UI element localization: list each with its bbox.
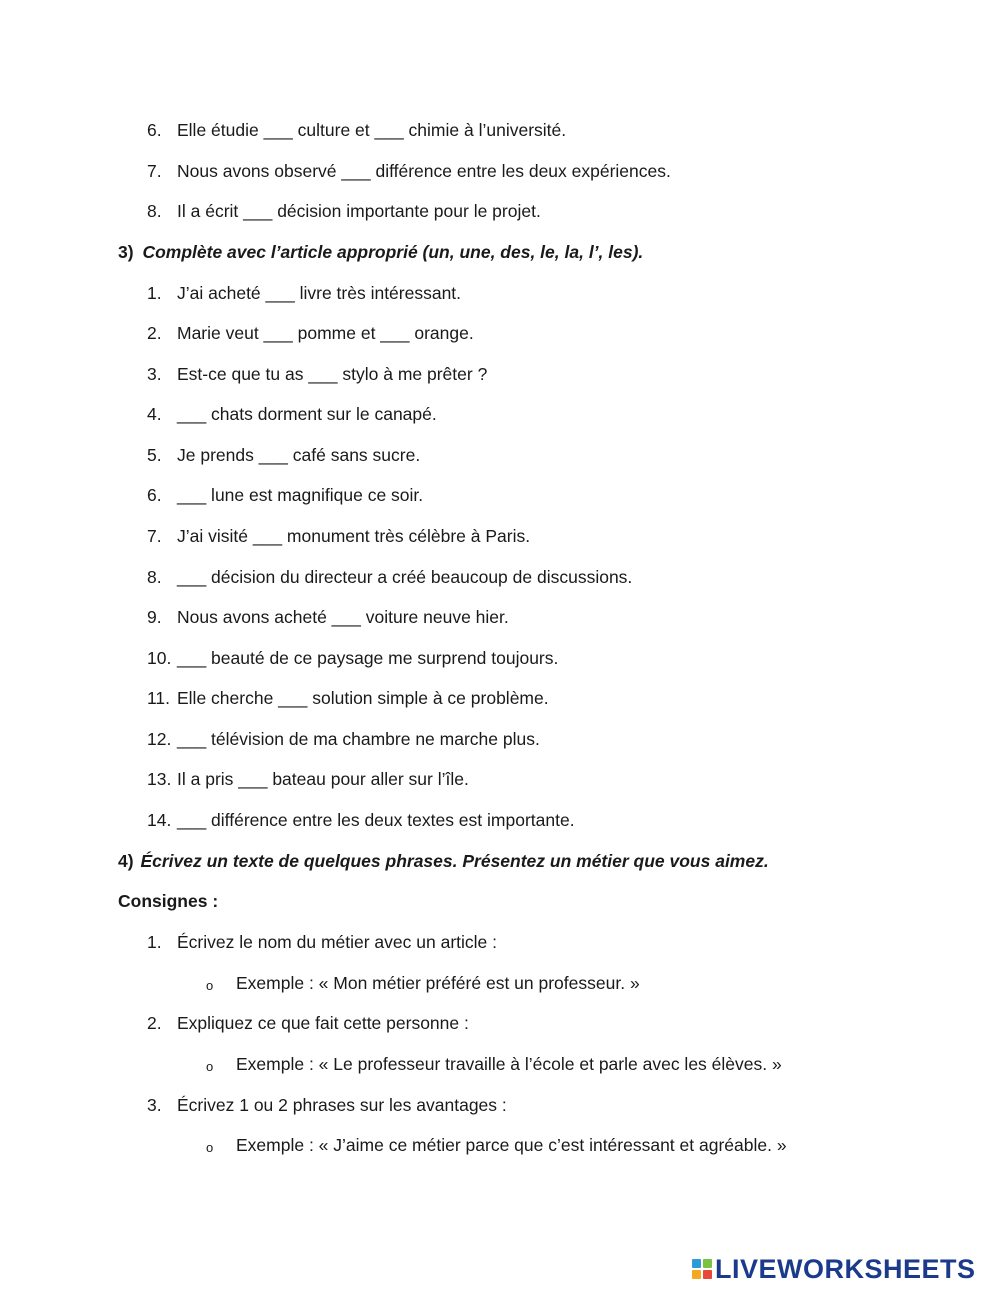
bullet-icon: o: [206, 1059, 214, 1074]
section-title: Écrivez un texte de quelques phrases. Présentez un métier que vous aimez.: [140, 851, 769, 871]
bullet-icon: o: [206, 978, 214, 993]
consignes-label: Consignes :: [118, 891, 219, 911]
section-4-heading: [118, 850, 769, 872]
logo-grid-icon: [692, 1259, 712, 1279]
section-3-heading: [118, 241, 643, 263]
section-number: 3): [118, 242, 134, 262]
section-title: Complète avec l’article approprié (un, une, des, le, la, l’, les).: [142, 242, 644, 262]
bullet-icon: o: [206, 1140, 214, 1155]
logo-brand-text: LIVEWORKSHEETS: [715, 1254, 976, 1284]
section-number: 4): [118, 851, 134, 871]
liveworksheets-logo[interactable]: [692, 1254, 976, 1284]
